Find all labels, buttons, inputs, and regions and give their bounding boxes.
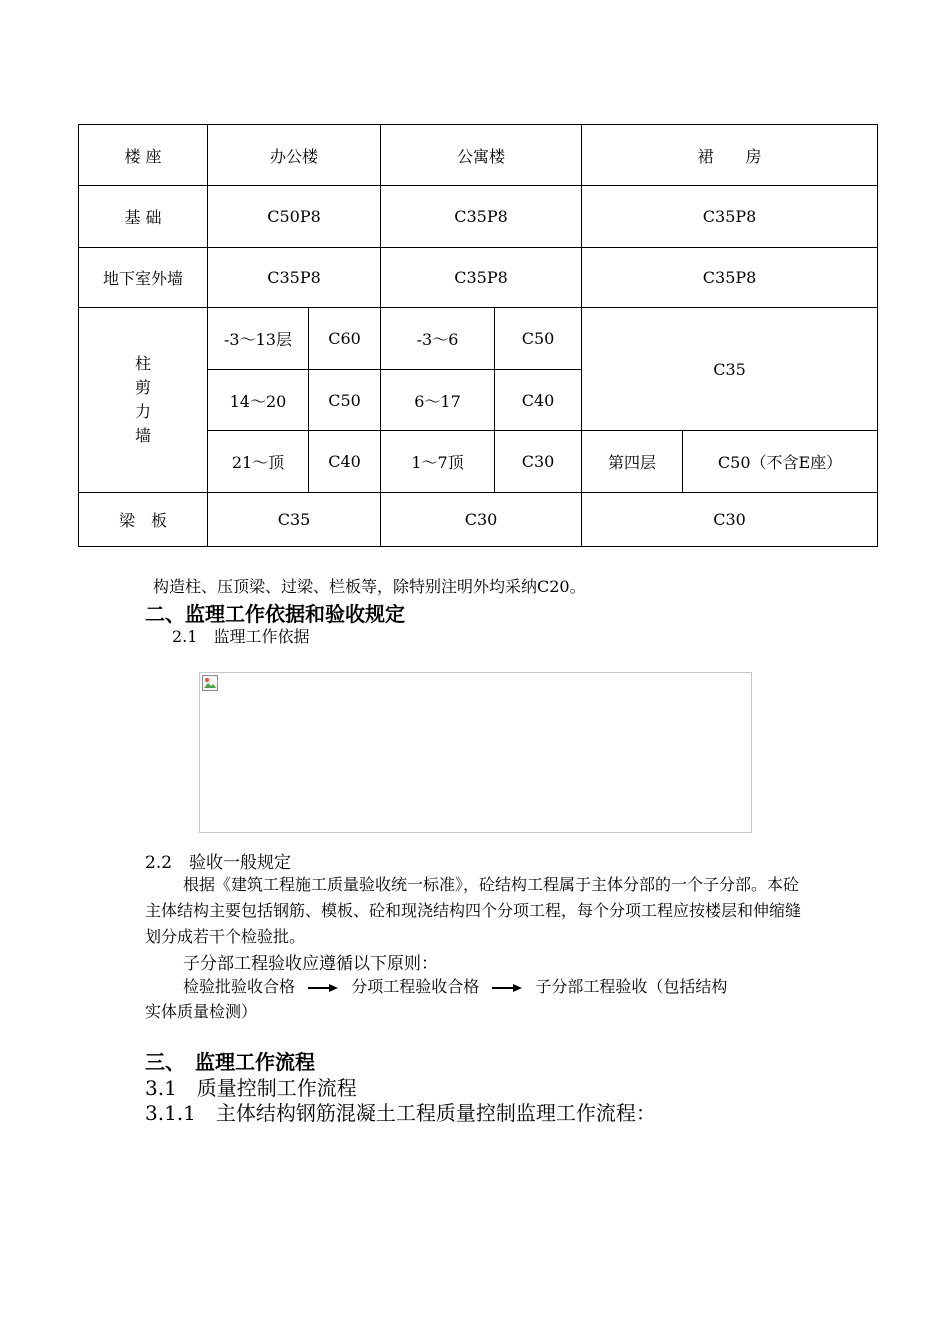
label-char: 墙 [134, 426, 151, 445]
cell-apt-grade: C40 [495, 370, 582, 431]
section-2-heading: 二、监理工作依据和验收规定 [145, 602, 405, 626]
arrow-right-icon [308, 983, 338, 993]
flow-step-1: 检验批验收合格 [183, 977, 296, 996]
header-office: 办公楼 [208, 125, 381, 186]
paragraph-principles: 子分部工程验收应遵循以下原则： [183, 954, 438, 974]
cell-foundation-apartment: C35P8 [381, 186, 582, 248]
table-row [79, 186, 878, 248]
broken-image-icon [202, 675, 218, 691]
row-label-beams: 梁 板 [79, 493, 208, 547]
row-label-columns [79, 308, 208, 493]
cell-beams-podium: C30 [582, 493, 878, 547]
cell-podium-grade: C35 [582, 308, 878, 431]
cell-office-grade: C40 [309, 431, 381, 493]
header-apartment: 公寓楼 [381, 125, 582, 186]
cell-office-floor: 21～顶 [208, 431, 309, 493]
flow-step-3-continued: 实体质量检测） [145, 1002, 258, 1021]
subsection-3-1-heading: 3.1 质量控制工作流程 [145, 1076, 357, 1100]
cell-apt-grade: C30 [495, 431, 582, 493]
header-podium: 裙 房 [582, 125, 878, 186]
cell-apt-floor: 6～17 [381, 370, 495, 431]
table-row [79, 248, 878, 308]
cell-basement-podium: C35P8 [582, 248, 878, 308]
cell-apt-floor: 1～7顶 [381, 431, 495, 493]
cell-basement-office: C35P8 [208, 248, 381, 308]
table-header-row [79, 125, 878, 186]
table-row [79, 493, 878, 547]
cell-foundation-podium: C35P8 [582, 186, 878, 248]
flow-step-3: 子分部工程验收（包括结构 [535, 977, 728, 996]
concrete-grade-table [78, 124, 878, 547]
cell-beams-office: C35 [208, 493, 381, 547]
cell-beams-apartment: C30 [381, 493, 582, 547]
header-building: 楼 座 [79, 125, 208, 186]
paragraph-acceptance-standard: 根据《建筑工程施工质量验收统一标准》，砼结构工程属于主体分部的一个子分部。本砼主体结构主要包括钢筋、模板、砼和现浇结构四个分项工程，每个分项工程应按楼层和伸缩缝划分成若干个检验批。 [145, 875, 802, 946]
subsection-2-1-heading: 2.1 监理工作依据 [172, 627, 310, 646]
label-char: 力 [134, 402, 151, 421]
section-3-heading: 三、 监理工作流程 [145, 1050, 315, 1074]
row-label-basement: 地下室外墙 [79, 248, 208, 308]
cell-podium-special-grade: C50（不含E座） [683, 431, 878, 493]
cell-office-grade: C50 [309, 370, 381, 431]
cell-office-grade: C60 [309, 308, 381, 370]
label-char: 柱 [134, 354, 151, 373]
cell-apt-floor: -3～6 [381, 308, 495, 370]
table-note: 构造柱、压顶梁、过梁、栏板等，除特别注明外均采纳C20。 [153, 577, 586, 596]
cell-apt-grade: C50 [495, 308, 582, 370]
row-label-foundation: 基 础 [79, 186, 208, 248]
cell-office-floor: 14～20 [208, 370, 309, 431]
label-char: 剪 [134, 378, 151, 397]
cell-basement-apartment: C35P8 [381, 248, 582, 308]
cell-office-floor: -3～13层 [208, 308, 309, 370]
cell-podium-floor: 第四层 [582, 431, 683, 493]
table-row [79, 308, 878, 370]
subsection-2-2-heading: 2.2 验收一般规定 [145, 853, 292, 873]
subsection-3-1-1-heading: 3.1.1 主体结构钢筋混凝土工程质量控制监理工作流程： [145, 1101, 656, 1125]
cell-foundation-office: C50P8 [208, 186, 381, 248]
flow-step-2: 分项工程验收合格 [351, 977, 480, 996]
embedded-image-placeholder [199, 672, 752, 833]
arrow-right-icon [492, 983, 522, 993]
acceptance-flow [183, 974, 727, 997]
